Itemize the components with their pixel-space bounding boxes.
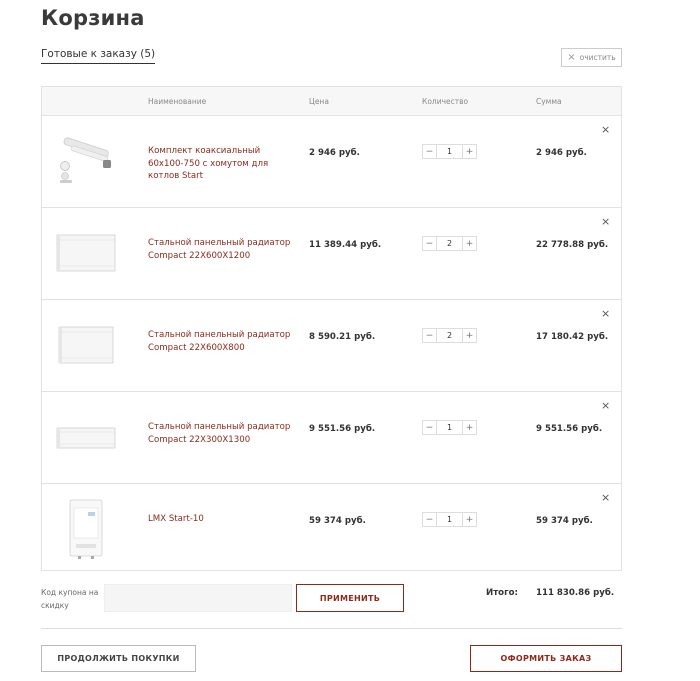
quantity-input[interactable]: 2 [437,328,462,343]
total-label: Итого: [486,588,518,598]
decrease-button[interactable]: − [422,236,437,251]
header-price: Цена [309,97,329,106]
product-sum: 9 551.56 руб. [536,424,603,434]
decrease-button[interactable]: − [422,328,437,343]
tab-ready-to-order[interactable]: Готовые к заказу (5) [41,48,155,64]
table-row [42,392,621,484]
table-row [42,116,621,208]
remove-item-button[interactable]: × [601,215,611,228]
increase-button[interactable]: + [462,144,477,159]
product-image-coaxial-kit[interactable] [55,130,117,192]
quantity-input[interactable]: 1 [437,420,462,435]
quantity-input[interactable]: 1 [437,144,462,159]
increase-button[interactable]: + [462,512,477,527]
product-image-radiator-large[interactable] [55,222,117,284]
coupon-input[interactable] [104,584,292,612]
remove-item-button[interactable]: × [601,491,611,504]
header-sum: Сумма [536,97,562,106]
quantity-stepper [422,420,477,435]
quantity-input[interactable]: 1 [437,512,462,527]
close-icon: × [567,51,576,63]
product-sum: 2 946 руб. [536,148,587,158]
product-sum: 59 374 руб. [536,516,593,526]
product-link[interactable]: Стальной панельный радиатор Compact 22X600X800 [148,330,291,353]
increase-button[interactable]: + [462,328,477,343]
page-title: Корзина [41,6,145,30]
clear-cart-button[interactable] [561,48,622,67]
product-sum: 17 180.42 руб. [536,332,609,342]
product-image-radiator-medium[interactable] [55,314,117,376]
clear-cart-label: очистить [579,53,616,62]
table-row [42,300,621,392]
checkout-button[interactable]: ОФОРМИТЬ ЗАКАЗ [470,645,622,672]
product-price: 8 590.21 руб. [309,332,376,342]
continue-shopping-button[interactable]: ПРОДОЛЖИТЬ ПОКУПКИ [41,645,196,672]
header-name: Наименование [148,97,207,106]
quantity-stepper [422,328,477,343]
product-price: 9 551.56 руб. [309,424,376,434]
quantity-stepper [422,144,477,159]
remove-item-button[interactable]: × [601,399,611,412]
product-sum: 22 778.88 руб. [536,240,609,250]
product-price: 11 389.44 руб. [309,240,382,250]
product-link[interactable]: Комплект коаксиальный 60х100-750 с хомутом для котлов Start [148,146,269,181]
cart-table [41,86,622,571]
table-header [42,87,621,116]
increase-button[interactable]: + [462,236,477,251]
coupon-label: Код купона на скидку [41,588,99,610]
remove-item-button[interactable]: × [601,307,611,320]
product-image-boiler[interactable] [55,498,117,560]
remove-item-button[interactable]: × [601,123,611,136]
product-link[interactable]: Стальной панельный радиатор Compact 22X300X1300 [148,422,291,445]
divider [41,628,622,629]
table-row [42,484,621,569]
product-link[interactable]: LMX Start-10 [148,514,204,524]
apply-coupon-button[interactable]: ПРИМЕНИТЬ [296,584,404,612]
increase-button[interactable]: + [462,420,477,435]
decrease-button[interactable]: − [422,144,437,159]
decrease-button[interactable]: − [422,420,437,435]
product-link[interactable]: Стальной панельный радиатор Compact 22X600X1200 [148,238,291,261]
product-price: 2 946 руб. [309,148,360,158]
table-row [42,208,621,300]
quantity-input[interactable]: 2 [437,236,462,251]
product-price: 59 374 руб. [309,516,366,526]
total-value: 111 830.86 руб. [536,588,615,598]
quantity-stepper [422,236,477,251]
decrease-button[interactable]: − [422,512,437,527]
product-image-radiator-low[interactable] [55,406,117,468]
quantity-stepper [422,512,477,527]
header-qty: Количество [422,97,469,106]
